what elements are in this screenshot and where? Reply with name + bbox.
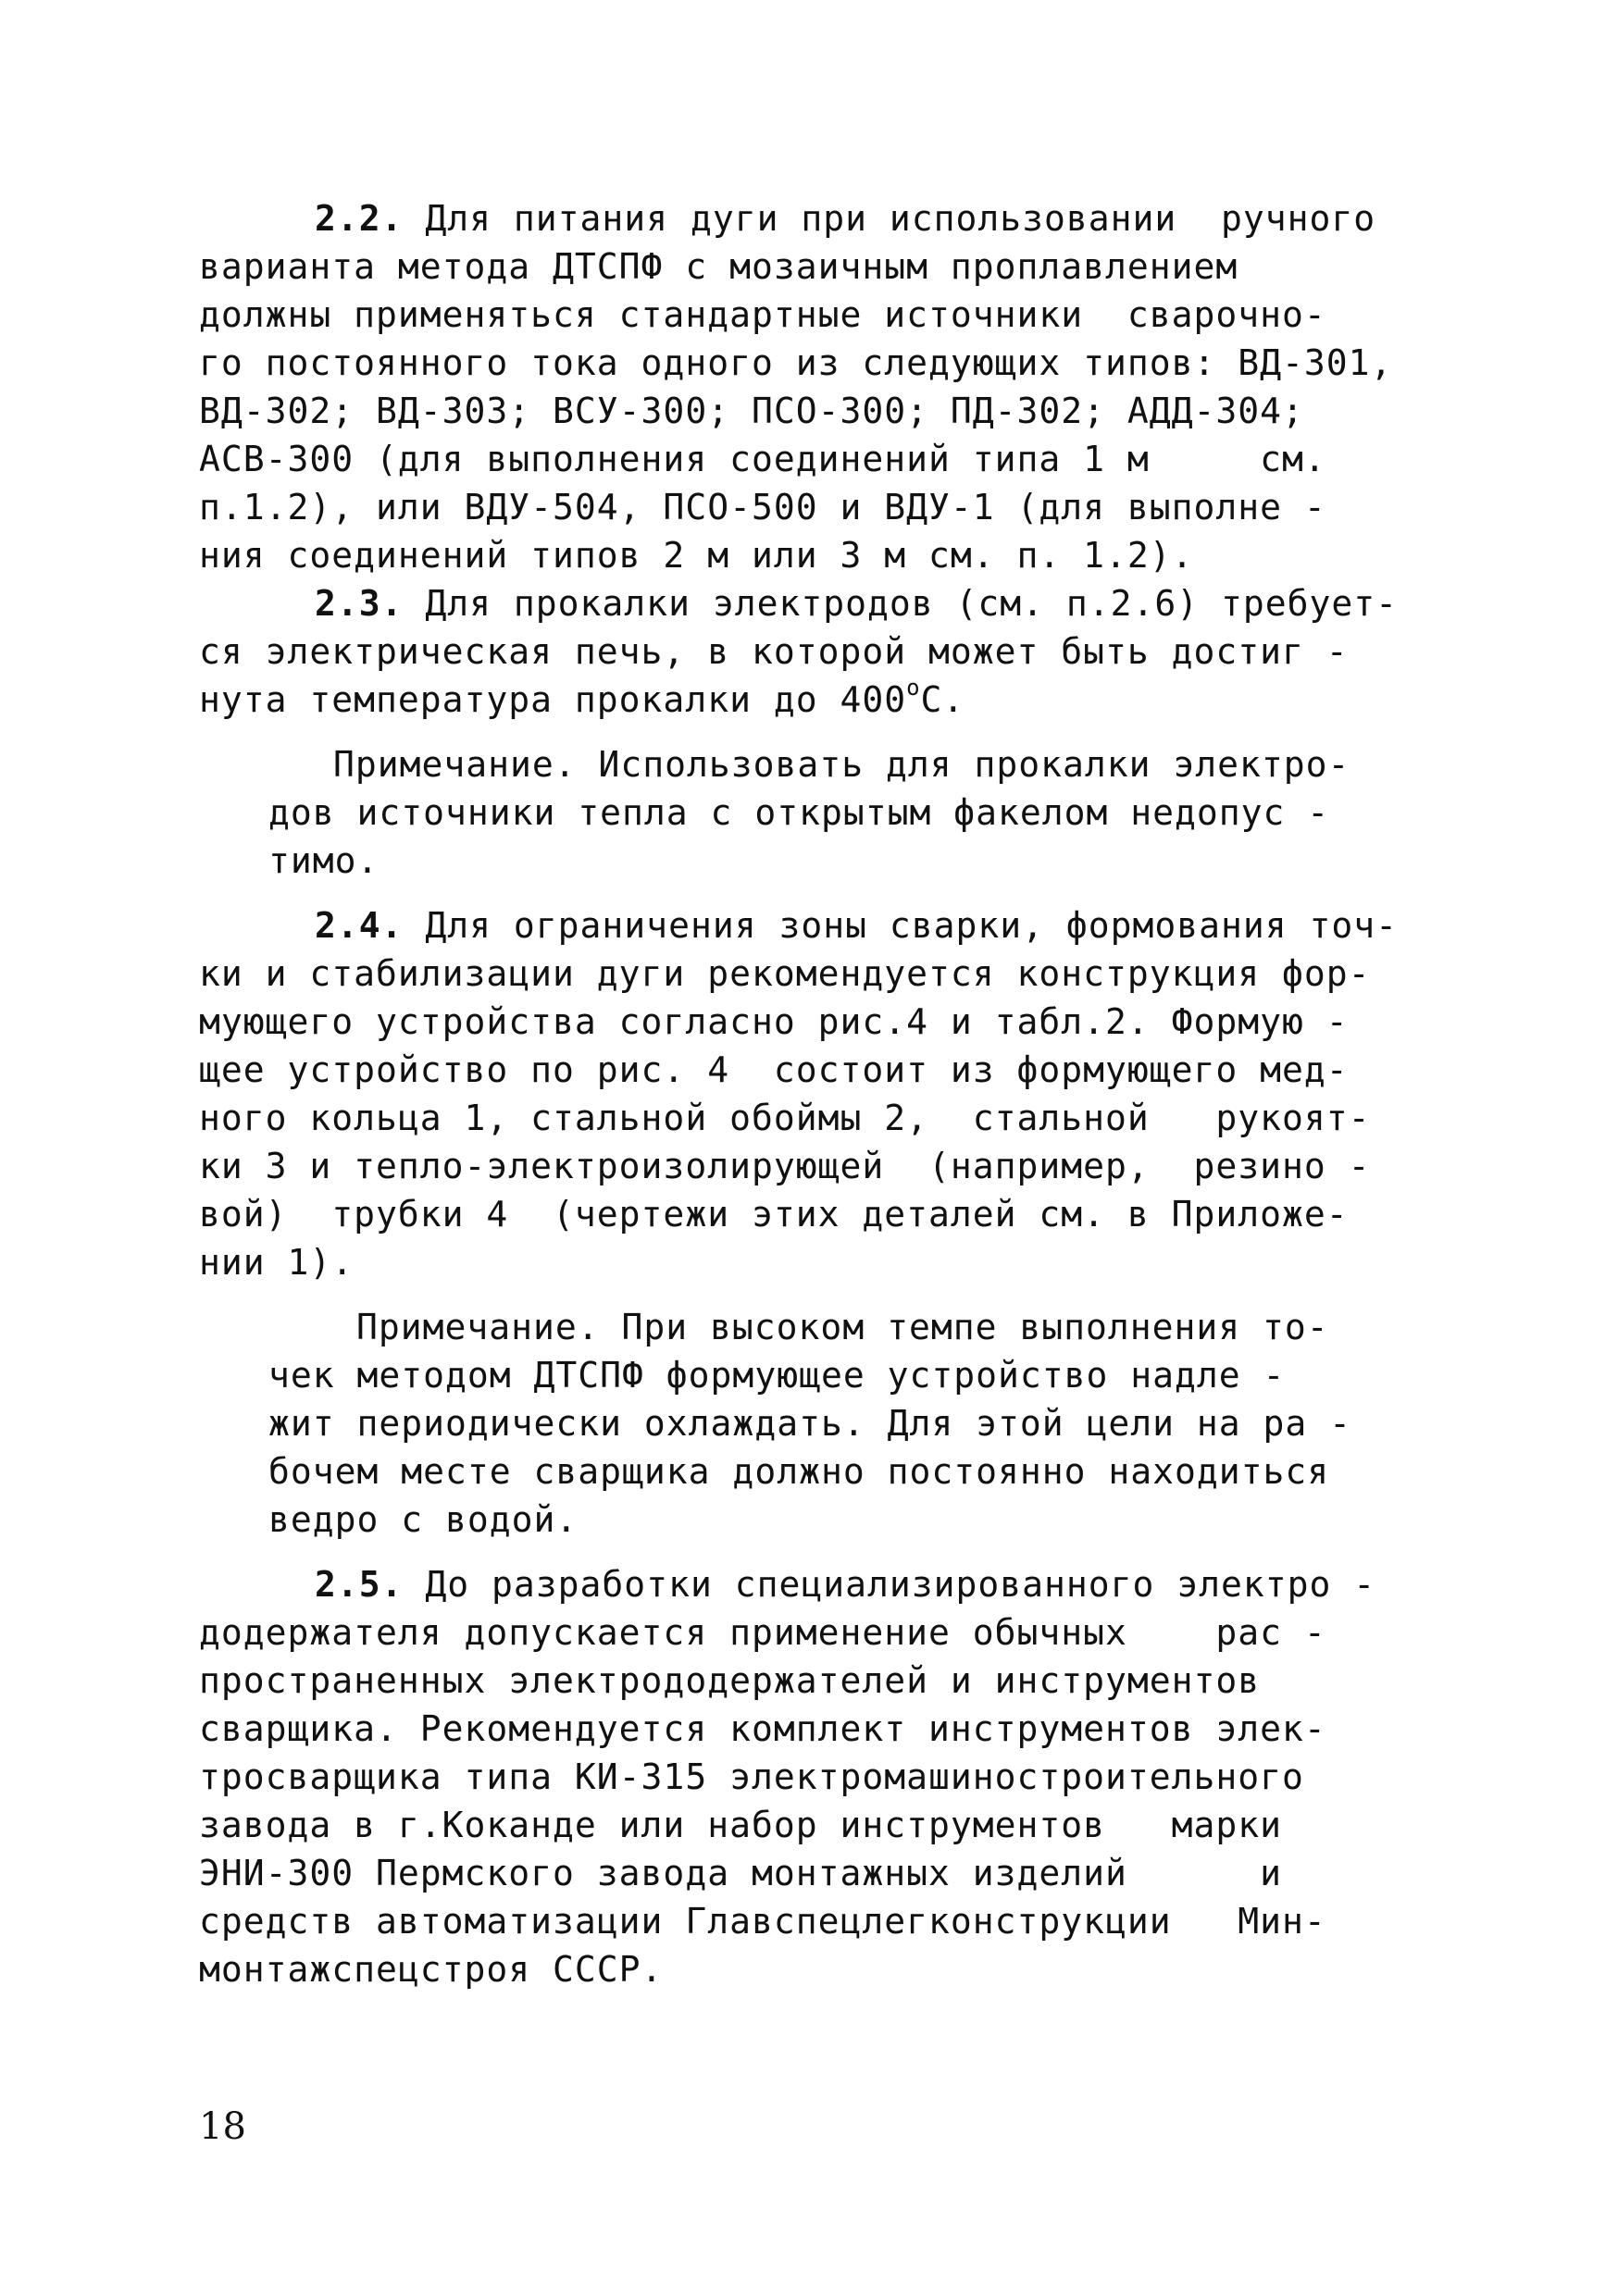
section-2-5-line-1: 2.5. До разработки специализированного электро - bbox=[315, 1564, 1376, 1605]
section-2-2-line-2: варианта метода ДТСПФ с мозаичным проплавлением bbox=[199, 246, 1238, 287]
note-1-line-2: дов источники тепла с открытым факелом недопус - bbox=[268, 792, 1330, 833]
section-2-2-line-6: АСВ-300 (для выполнения соединений типа 1 м см. bbox=[199, 439, 1326, 479]
section-2-5-line-7: ЭНИ-300 Пермского завода монтажных изделий и bbox=[199, 1853, 1283, 1893]
section-2-2-line-1: 2.2. Для питания дуги при использовании ручного bbox=[315, 198, 1376, 239]
section-2-3-line-1: 2.3. Для прокалки электродов (см. п.2.6) требует- bbox=[315, 583, 1399, 624]
note-2-line-2: чек методом ДТСПФ формующее устройство надле - bbox=[268, 1355, 1286, 1396]
section-2-5-line-5: тросварщика типа КИ-315 электромашиностроительного bbox=[199, 1756, 1304, 1797]
section-2-4-line-3: мующего устройства согласно рис.4 и табл.2. Формую - bbox=[199, 1001, 1349, 1042]
section-2-4-line-5: ного кольца 1, стальной обоймы 2, стальной рукоят- bbox=[199, 1098, 1371, 1138]
section-2-4-line-8: нии 1). bbox=[199, 1242, 355, 1283]
section-number-2-3: 2.3. bbox=[315, 583, 404, 624]
note-2-line-1: Примечание. При высоком темпе выполнения то- bbox=[356, 1307, 1329, 1347]
section-number-2-4: 2.4. bbox=[315, 905, 404, 946]
page-number: 18 bbox=[199, 2105, 246, 2148]
section-2-3-line-2: ся электрическая печь, в которой может быть достиг - bbox=[199, 631, 1349, 672]
note-1-line-3: тимо. bbox=[268, 840, 380, 881]
degree-superscript: о bbox=[906, 675, 921, 701]
section-number-2-2: 2.2. bbox=[315, 198, 404, 239]
note-2-line-3: жит периодически охлаждать. Для этой цели на ра - bbox=[268, 1403, 1352, 1444]
section-2-4-line-6: ки 3 и тепло-электроизолирующей (например, резино - bbox=[199, 1146, 1371, 1186]
section-2-5-line-4: сварщика. Рекомендуется комплект инструментов элек- bbox=[199, 1708, 1326, 1749]
section-2-2-line-5: ВД-302; ВД-303; ВСУ-300; ПСО-300; ПД-302; АДД-304; bbox=[199, 391, 1304, 431]
note-2-line-5: ведро с водой. bbox=[268, 1499, 579, 1540]
section-2-2-line-4: го постоянного тока одного из следующих типов: ВД-301, bbox=[199, 342, 1393, 383]
section-2-4-line-1: 2.4. Для ограничения зоны сварки, формования точ- bbox=[315, 905, 1399, 946]
section-2-3-line-3: нута температура прокалки до $400^оС$. bbox=[199, 675, 965, 720]
section-2-2-line-3: должны применяться стандартные источники сварочно- bbox=[199, 294, 1326, 335]
note-2-line-4: бочем месте сварщика должно постоянно находиться bbox=[268, 1451, 1330, 1492]
section-2-4-line-7: вой) трубки 4 (чертежи этих деталей см. в Приложе- bbox=[199, 1194, 1349, 1235]
section-2-2-line-8: ния соединений типов 2 м или 3 м см. п. 1.2). bbox=[199, 535, 1194, 576]
note-1-line-1: Примечание. Использовать для прокалки электро- bbox=[333, 744, 1350, 785]
section-number-2-5: 2.5. bbox=[315, 1564, 404, 1605]
section-2-5-line-3: пространенных электрододержателей и инструментов bbox=[199, 1660, 1261, 1701]
section-2-5-line-6: завода в г.Коканде или набор инструментов марки bbox=[199, 1805, 1283, 1845]
section-2-4-line-2: ки и стабилизации дуги рекомендуется конструкция фор- bbox=[199, 953, 1371, 994]
section-2-5-line-9: монтажспецстроя СССР. bbox=[199, 1949, 664, 1990]
section-2-5-line-2: додержателя допускается применение обычных рас - bbox=[199, 1612, 1326, 1653]
section-2-4-line-4: щее устройство по рис. 4 состоит из формующего мед- bbox=[199, 1049, 1349, 1090]
section-2-5-line-8: средств автоматизации Главспецлегконструкции Мин- bbox=[199, 1901, 1326, 1942]
section-2-2-line-7: п.1.2), или ВДУ-504, ПСО-500 и ВДУ-1 (для выполне - bbox=[199, 487, 1326, 527]
